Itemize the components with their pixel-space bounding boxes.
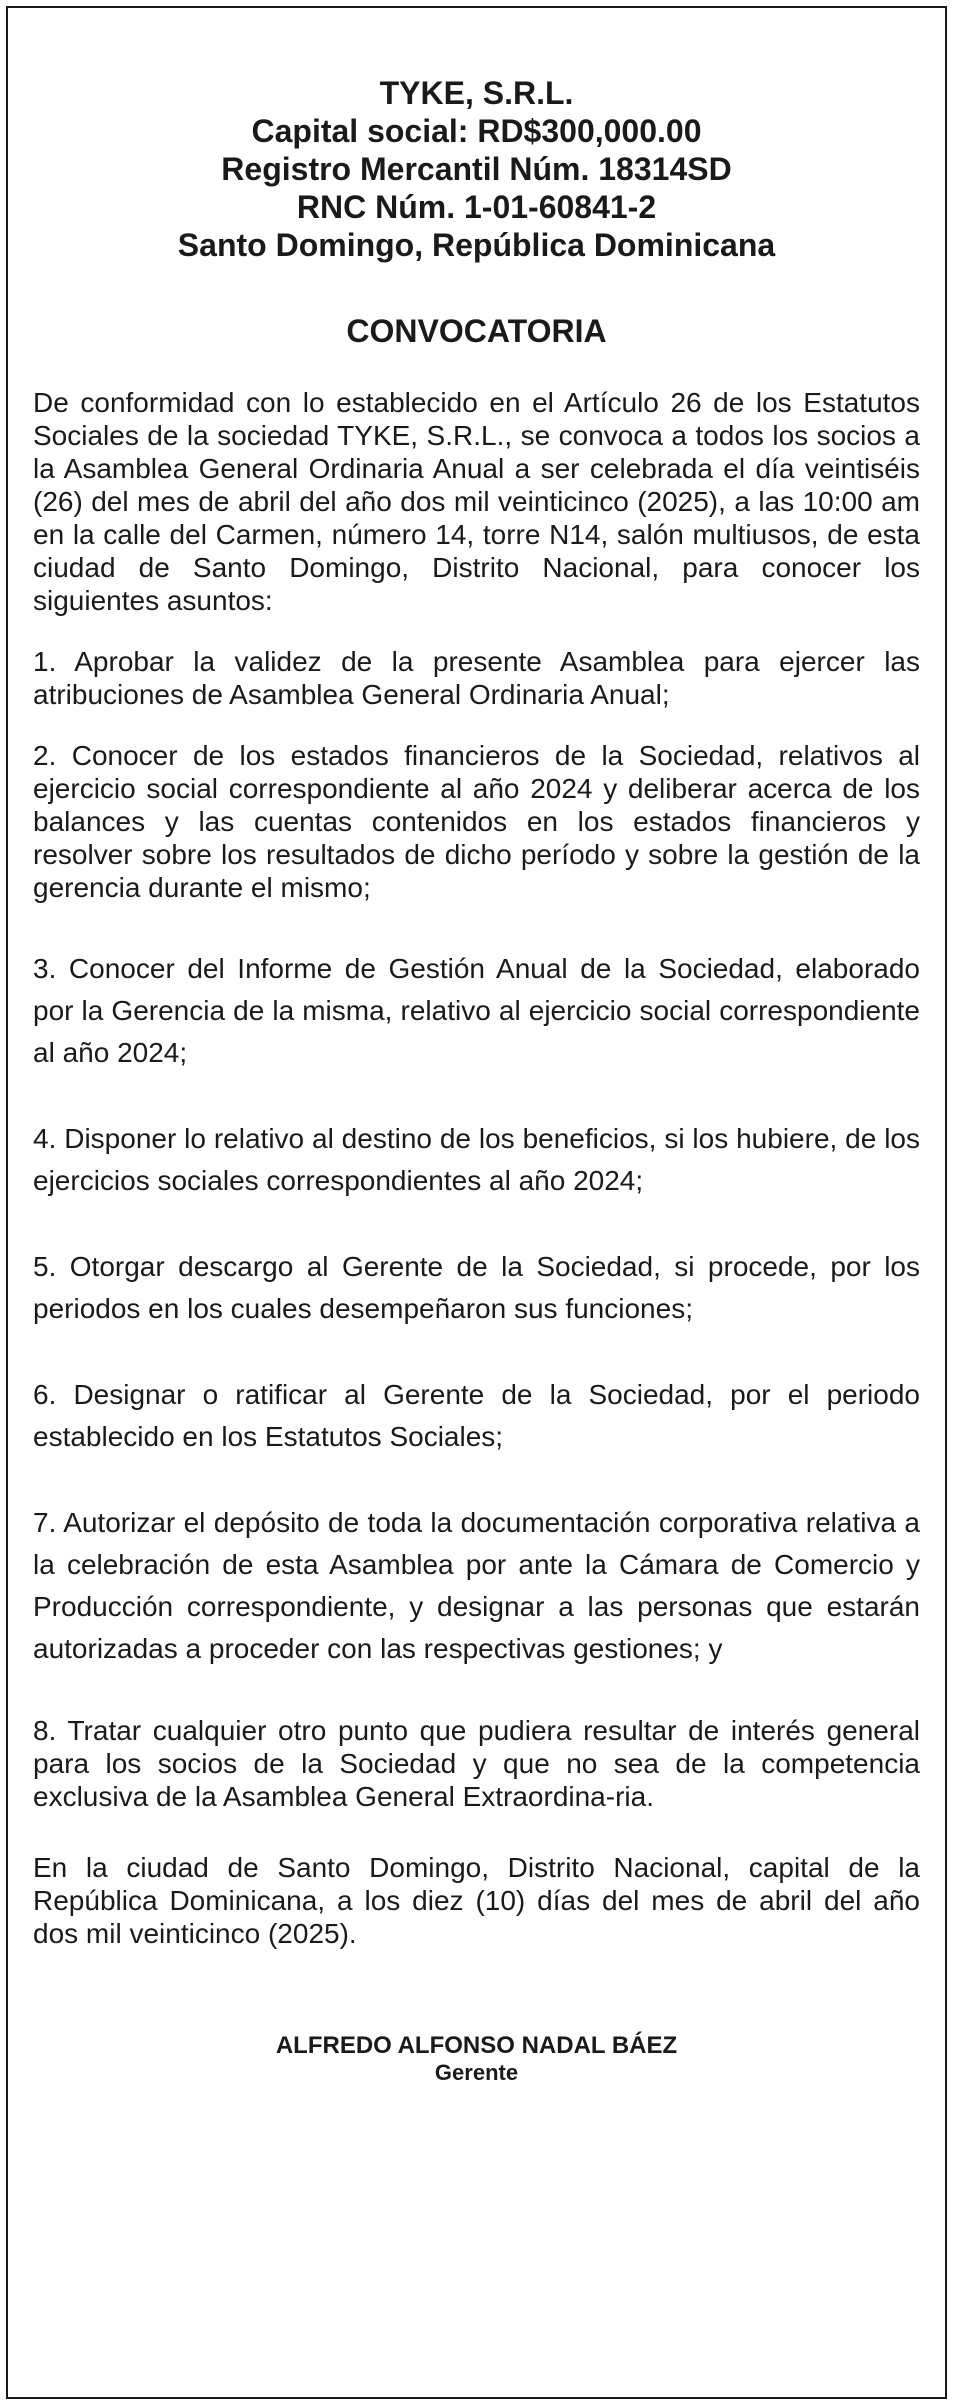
closing-paragraph: En la ciudad de Santo Domingo, Distrito Nacional, capital de la República Dominicana, a los diez (10) días del mes de abril del año dos mil veinticinco (2025). [33,1852,920,1949]
notice-frame [6,6,947,2399]
company-name: TYKE, S.R.L. [379,75,574,111]
signatory-name: ALFREDO ALFONSO NADAL BÁEZ [275,2032,678,2059]
intro-paragraph: De conformidad con lo establecido en el Artículo 26 de los Estatutos Sociales de la sociedad TYKE, S.R.L., se convoca a todos los socios a la Asamblea General Ordinaria Anual a ser celebrada el día veintiséis (26) del mes de abril del año dos mil veinticinco (2025), a las 10:00 am en la calle del Carmen, número 14, torre N14, salón multiusos, de esta ciudad de Santo Domingo, Distrito Nacional, para conocer los siguientes asuntos: [33,387,920,616]
agenda-item-1: 1. Aprobar la validez de la presente Asamblea para ejercer las atribuciones de Asamblea General Ordinaria Anual; [33,646,920,710]
agenda-item-5: 5. Otorgar descargo al Gerente de la Sociedad, si procede, por los periodos en los cuales desempeñaron sus funciones; [33,1251,920,1324]
signature-block [33,2032,920,2086]
notice-title: CONVOCATORIA [346,313,607,349]
agenda-item-8: 8. Tratar cualquier otro punto que pudiera resultar de interés general para los socios de la Sociedad y que no sea de la competencia exclusiva de la Asamblea General Extraordina-ria. [33,1715,920,1812]
signatory-role: Gerente [434,2060,519,2085]
company-rnc: RNC Núm. 1-01-60841-2 [296,189,657,225]
agenda-item-2: 2. Conocer de los estados financieros de la Sociedad, relativos al ejercicio social correspondiente al año 2024 y deliberar acerca de los balances y las cuentas contenidos en los estados financieros y resolver sobre los resultados de dicho período y sobre la gestión de la gerencia durante el mismo; [33,740,920,903]
agenda-item-7: 7. Autorizar el depósito de toda la documentación corporativa relativa a la celebración de esta Asamblea por ante la Cámara de Comercio y Producción correspondiente, y designar a las personas que estarán autorizadas a proceder con las respectivas gestiones; y [33,1507,920,1664]
company-header [33,74,920,264]
company-capital: Capital social: RD$300,000.00 [251,113,702,149]
company-registry: Registro Mercantil Núm. 18314SD [221,151,732,187]
agenda-item-3: 3. Conocer del Informe de Gestión Anual de la Sociedad, elaborado por la Gerencia de la misma, relativo al ejercicio social correspondiente al año 2024; [33,953,920,1068]
company-location: Santo Domingo, República Dominicana [177,227,776,263]
agenda-item-4: 4. Disponer lo relativo al destino de los beneficios, si los hubiere, de los ejercicios sociales correspondientes al año 2024; [33,1123,920,1196]
agenda-item-6: 6. Designar o ratificar al Gerente de la Sociedad, por el periodo establecido en los Estatutos Sociales; [33,1379,920,1452]
